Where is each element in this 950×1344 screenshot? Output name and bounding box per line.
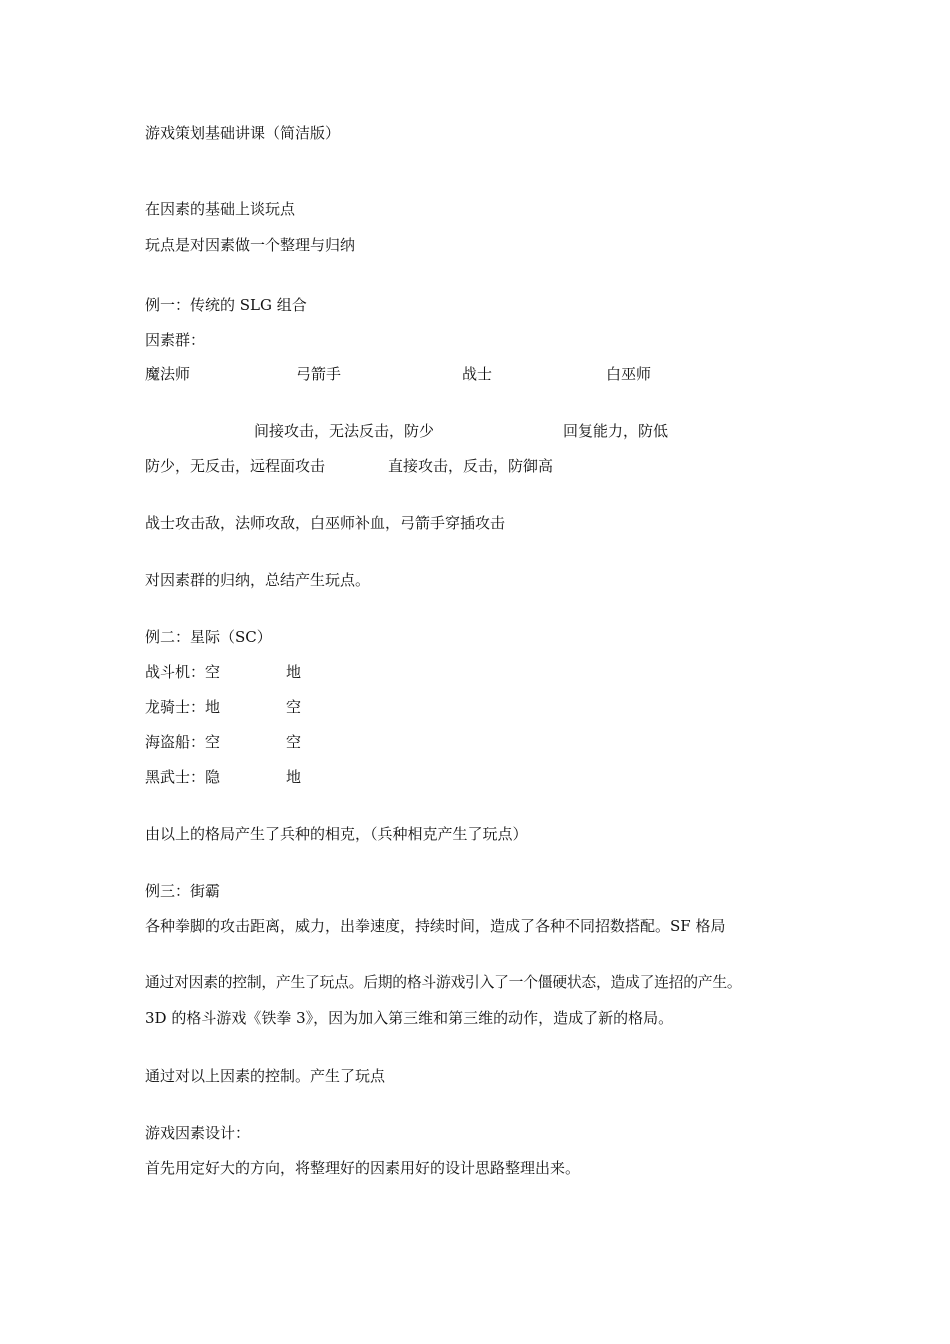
class-warrior: 战士	[462, 365, 493, 383]
unit-name: 龙骑士：地	[145, 698, 221, 716]
example3-body: 各种拳脚的攻击距离，威力，出拳速度，持续时间，造成了各种不同招数搭配。SF 格局	[145, 917, 726, 935]
example3-summary: 通过对以上因素的控制。产生了玩点	[145, 1067, 386, 1085]
class-archer: 弓箭手	[296, 365, 342, 383]
unit-name: 海盗船：空	[145, 733, 221, 751]
archer-desc: 间接攻击，无法反击，防少	[254, 422, 435, 440]
example1-group-label: 因素群：	[145, 331, 206, 349]
example2-summary: 由以上的格局产生了兵种的相克，（兵种相克产生了玩点）	[145, 825, 528, 843]
design-body: 首先用定好大的方向，将整理好的因素用好的设计思路整理出来。	[145, 1159, 581, 1177]
example3-para-1: 通过对因素的控制，产生了玩点。后期的格斗游戏引入了一个僵硬状态，造成了连招的产生。	[145, 974, 742, 991]
example2-heading: 例二：星际（SC）	[145, 628, 272, 646]
unit-name: 战斗机：空	[145, 663, 221, 681]
unit-target: 地	[286, 663, 302, 681]
design-heading: 游戏因素设计：	[145, 1124, 251, 1142]
example1-heading: 例一：传统的 SLG 组合	[145, 296, 307, 314]
warrior-desc: 直接攻击，反击，防御高	[388, 457, 554, 475]
example3-para-2: 3D 的格斗游戏《铁拳 3》，因为加入第三维和第三维的动作，造成了新的格局。	[145, 1009, 674, 1027]
example1-summary: 对因素群的归纳，总结产生玩点。	[145, 571, 371, 589]
white-mage-desc: 回复能力，防低	[563, 422, 669, 440]
example1-combo: 战士攻击敌，法师攻敌，白巫师补血，弓箭手穿插攻击	[145, 514, 506, 532]
example3-heading: 例三：街霸	[145, 882, 221, 900]
doc-title: 游戏策划基础讲课（简洁版）	[145, 124, 341, 142]
unit-name: 黑武士：隐	[145, 768, 221, 786]
intro-line-1: 在因素的基础上谈玩点	[145, 200, 296, 218]
intro-line-2: 玩点是对因素做一个整理与归纳	[145, 236, 356, 254]
unit-target: 空	[286, 733, 302, 751]
class-mage: 魔法师	[145, 365, 191, 383]
class-white-mage: 白巫师	[606, 365, 652, 383]
unit-target: 地	[286, 768, 302, 786]
unit-target: 空	[286, 698, 302, 716]
mage-desc: 防少，无反击，远程面攻击	[145, 457, 326, 475]
